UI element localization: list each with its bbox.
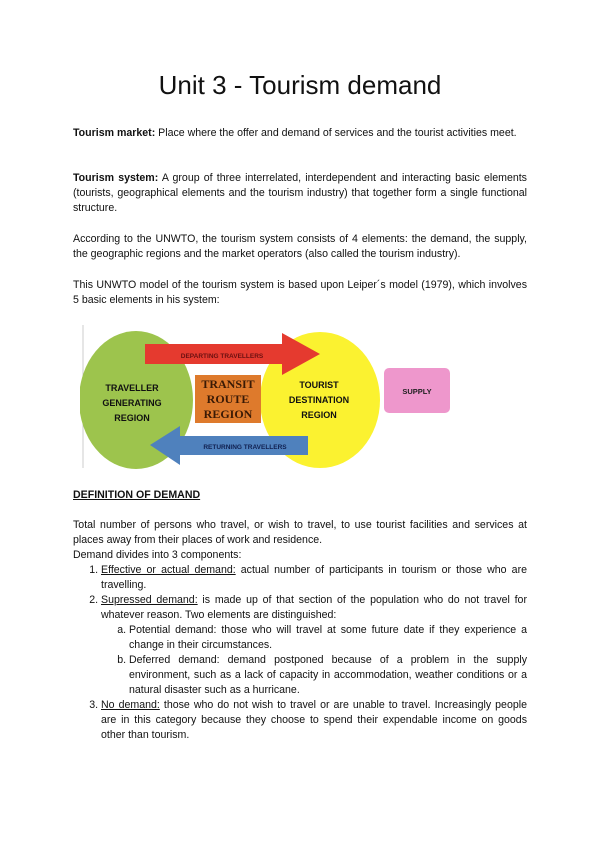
leiper-paragraph: This UNWTO model of the tourism system is based upon Leiper´s model (1979), which involves 5 basic elements in his system: <box>73 279 527 306</box>
supply-label: SUPPLY <box>402 387 432 396</box>
term: Tourism system: <box>73 172 159 184</box>
departing-label: DEPARTING TRAVELLERS <box>180 353 264 360</box>
returning-label: RETURNING TRAVELLERS <box>203 444 287 451</box>
term: Supressed demand: <box>101 594 198 606</box>
list-item <box>101 563 527 593</box>
transit-label: ROUTE <box>206 392 250 406</box>
components-intro: Demand divides into 3 components: <box>73 549 242 561</box>
term: Effective or actual demand: <box>101 564 236 576</box>
generating-label: GENERATING <box>102 398 162 408</box>
sub-list-item: b. Deferred demand: demand postponed because of a problem in the supply environment, such as a lack of capacity in accommodation, weather conditions or a natural disaster such as a hurricane. <box>129 653 527 698</box>
definition-text: A group of three interrelated, interdependent and interacting basic elements (tourists, geographical elements and the tourism industry) that together form a single functional structure. <box>73 172 527 214</box>
demand-section <box>73 518 527 743</box>
item-text: actual number of participants in tourism or those who are travelling. <box>101 564 527 591</box>
components-list <box>73 563 527 743</box>
item-text: those who do not wish to travel or are unable to travel. Increasingly people are in this category because they choose to spend their expendable income on goods other than tourism. <box>101 699 527 741</box>
destination-label: REGION <box>301 410 337 420</box>
leiper-model-diagram <box>80 320 460 475</box>
definition-paragraph: Total number of persons who travel, or wish to travel, to use tourist facilities and services at places away from their places of work and residence. <box>73 519 527 546</box>
list-item <box>101 698 527 743</box>
definition-heading: DEFINITION OF DEMAND <box>73 489 201 501</box>
unwto-paragraph: According to the UNWTO, the tourism system consists of 4 elements: the demand, the supply, the geographic regions and the market operators (also called the tourism industry). <box>73 233 527 260</box>
term: No demand: <box>101 699 160 711</box>
generating-label: TRAVELLER <box>105 383 159 393</box>
tourism-system-paragraph <box>73 171 527 216</box>
sub-list <box>101 623 527 698</box>
transit-label: TRANSIT <box>201 377 255 391</box>
generating-label: REGION <box>114 413 150 423</box>
page-title: Unit 3 - Tourism demand <box>158 70 442 100</box>
item-text: is made up of that section of the population who do not travel for whatever reason. Two elements are distinguished: <box>101 594 527 621</box>
destination-label: DESTINATION <box>288 395 350 405</box>
term: Tourism market: <box>73 127 156 139</box>
definition-text: Place where the offer and demand of services and the tourist activities meet. <box>155 127 517 139</box>
destination-label: TOURIST <box>299 380 339 390</box>
sub-list-item: a. Potential demand: those who will travel at some future date if they experience a change in their circumstances. <box>129 623 527 653</box>
tourism-market-paragraph <box>73 126 527 141</box>
list-item <box>101 593 527 698</box>
transit-label: REGION <box>203 407 253 421</box>
